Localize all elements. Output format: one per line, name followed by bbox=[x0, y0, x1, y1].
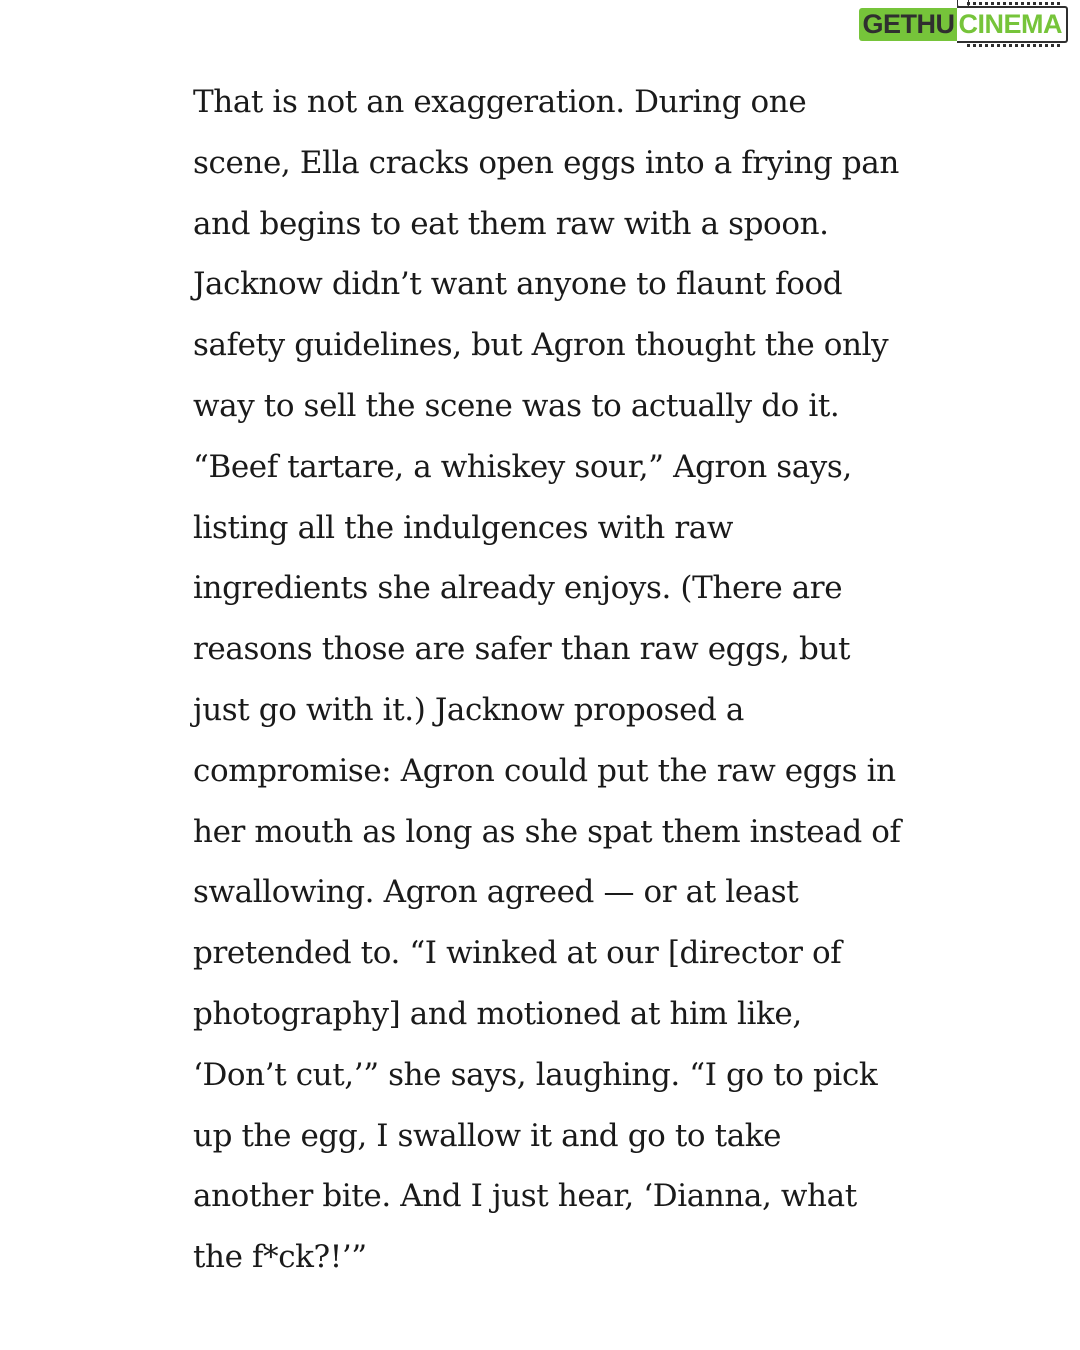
text-line: swallowing. Agron agreed — or at least bbox=[193, 874, 799, 911]
text-line: up the egg, I swallow it and go to take bbox=[193, 1117, 782, 1154]
watermark-text-gethu: GETHU bbox=[859, 8, 957, 41]
text-line: listing all the indulgences with raw bbox=[193, 509, 733, 546]
text-line: That is not an exaggeration. During one bbox=[193, 84, 807, 120]
text-line: just go with it.) Jacknow proposed a bbox=[193, 691, 745, 728]
watermark-text-cinema-label: CINEMA bbox=[958, 8, 1062, 39]
article-paragraph bbox=[193, 72, 901, 1288]
text-line: compromise: Agron could put the raw eggs in bbox=[193, 752, 896, 789]
text-line: pretended to. “I winked at our [director of bbox=[193, 935, 842, 972]
film-strip-icon bbox=[967, 44, 1061, 47]
watermark-logo bbox=[859, 6, 1069, 42]
text-line: another bite. And I just hear, ‘Dianna, what bbox=[193, 1178, 857, 1215]
text-line: scene, Ella cracks open eggs into a frying pan bbox=[193, 144, 899, 181]
text-line: reasons those are safer than raw eggs, but bbox=[193, 631, 851, 668]
text-line: safety guidelines, but Agron thought the only bbox=[193, 327, 889, 364]
text-line: “Beef tartare, a whiskey sour,” Agron says, bbox=[193, 448, 852, 485]
text-line: way to sell the scene was to actually do it. bbox=[193, 387, 840, 424]
text-line: Jacknow didn’t want anyone to flaunt food bbox=[193, 266, 843, 303]
text-line: the f*ck?!’” bbox=[193, 1239, 367, 1276]
text-line: her mouth as long as she spat them instead of bbox=[193, 813, 901, 850]
watermark-text-cinema bbox=[957, 6, 1069, 43]
text-line: photography] and motioned at him like, bbox=[193, 995, 802, 1032]
text-line: and begins to eat them raw with a spoon. bbox=[193, 205, 829, 242]
film-strip-icon bbox=[967, 2, 1061, 5]
text-line: ‘Don’t cut,’” she says, laughing. “I go to pick bbox=[193, 1056, 878, 1093]
text-line: ingredients she already enjoys. (There are bbox=[193, 570, 843, 607]
